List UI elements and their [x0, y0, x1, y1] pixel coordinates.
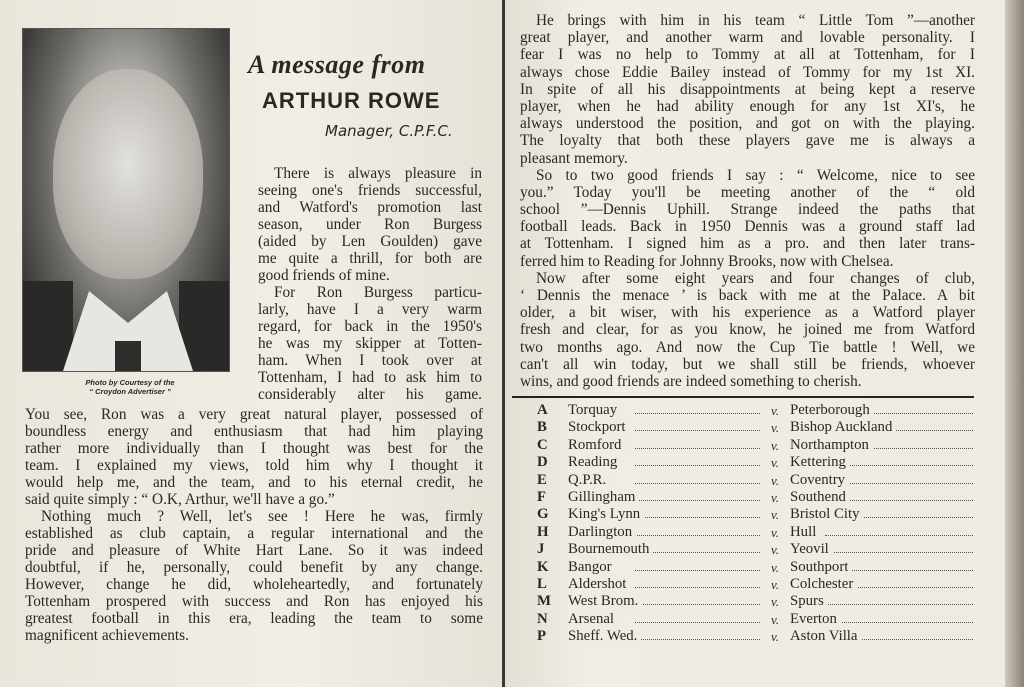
fixture-row: [525, 576, 980, 593]
fixture-letter: G: [537, 506, 549, 523]
text-line: player, when he had ability enough for any 1st XI's, he: [520, 97, 975, 115]
text-line: considerably alter his game.: [258, 386, 482, 403]
versus-label: v.: [771, 420, 780, 436]
photo-face: [53, 69, 203, 279]
text-line: magnificent achievements.: [25, 627, 189, 644]
dotted-leader: [635, 535, 760, 536]
article-column-wide: [25, 406, 483, 644]
away-team: Southend: [790, 489, 850, 506]
text-line: greatest football in this era, leading the team to some: [25, 610, 483, 627]
fixture-letter: B: [537, 419, 547, 436]
away-team: Bishop Auckland: [790, 419, 896, 436]
text-line: The loyalty that both these players gave me is always a: [520, 132, 975, 150]
versus-label: v.: [771, 629, 780, 645]
dotted-leader: [635, 483, 760, 484]
text-line: boundless energy and enthusiasm that had him playing: [25, 423, 483, 440]
dotted-leader: [635, 622, 760, 623]
article-author: ARTHUR ROWE: [262, 88, 441, 113]
article-column-narrow: [258, 165, 482, 403]
text-line: pleasant memory.: [520, 149, 628, 167]
fixture-letter: M: [537, 593, 551, 610]
away-team: Aston Villa: [790, 628, 861, 645]
text-line: always understood the position, and got on with the playing.: [520, 115, 975, 133]
home-team: Reading: [568, 454, 621, 471]
fixture-letter: C: [537, 436, 548, 453]
fixture-row: [525, 524, 980, 541]
dotted-leader: [635, 587, 760, 588]
text-line: wins, and good friends are indeed something to cherish.: [520, 372, 862, 390]
text-line: fresh and clear, for as you know, he joined me from Watford: [520, 321, 975, 339]
text-line: In spite of all his disappointments at being kept a reserve: [520, 80, 975, 98]
versus-label: v.: [771, 403, 780, 418]
versus-label: v.: [771, 507, 780, 523]
versus-label: v.: [771, 559, 780, 575]
text-line: There is always pleasure in: [274, 165, 482, 182]
text-line: For Ron Burgess particu-: [274, 284, 482, 301]
text-line: doubtful, if he, personally, could benefit by any change.: [25, 559, 483, 576]
fixture-row: [525, 402, 980, 419]
text-line: Nothing much ? Well, let's see ! Here he was, firmly: [41, 508, 483, 525]
text-line: me quite a thrill, for both are: [258, 250, 482, 267]
dotted-leader: [635, 500, 760, 501]
caption-line: Photo by Courtesy of the: [85, 378, 175, 387]
text-line: However, change he did, wholeheartedly, and fortunately: [25, 576, 483, 593]
text-line: season, under Ron Burgess: [258, 216, 482, 233]
dotted-leader: [635, 552, 760, 553]
text-line: older, a bit wiser, with his experience as a Watford player: [520, 304, 975, 322]
dotted-leader: [635, 604, 760, 605]
right-page: [505, 0, 1005, 687]
article-title: A message from: [248, 50, 426, 79]
text-line: football leads. Back in 1950 Dennis was a ground staff lad: [520, 218, 975, 236]
text-line: fear I was no help to Tommy at all at Tottenham, for I: [520, 46, 975, 64]
home-team: West Brom.: [568, 593, 642, 610]
text-line: pride and pleasure of White Hart Lane. So it was indeed: [25, 542, 483, 559]
fixture-letter: H: [537, 523, 549, 540]
home-team: Aldershot: [568, 576, 630, 593]
fixture-letter: L: [537, 575, 547, 592]
text-line: great player, and another warm and lovable personality. I: [520, 29, 975, 47]
fixture-letter: F: [537, 488, 547, 505]
versus-label: v.: [771, 542, 780, 558]
fixture-row: [525, 454, 980, 471]
home-team: Arsenal: [568, 611, 618, 628]
text-line: larly, have I a very warm: [258, 301, 482, 318]
versus-label: v.: [771, 437, 780, 453]
text-line: good friends of mine.: [258, 267, 390, 284]
away-team: Hull: [790, 524, 820, 541]
home-team: Bangor: [568, 559, 616, 576]
text-line: ham. When I took over at: [258, 352, 482, 369]
fixture-letter: P: [537, 628, 547, 645]
photo-jacket: [23, 281, 73, 371]
home-team: Darlington: [568, 524, 636, 541]
away-team: Peterborough: [790, 402, 874, 419]
text-line: ferred him to Reading for Johnny Brooks, now with Chelsea.: [520, 252, 894, 270]
dotted-leader: [825, 604, 973, 605]
left-page: [0, 0, 502, 687]
home-team: Stockport: [568, 419, 630, 436]
text-line: you.” Today you'll be meeting another of the “ old: [520, 183, 975, 201]
text-line: school ”—Dennis Uphill. Strange indeed the paths that: [520, 201, 975, 219]
fixture-row: [525, 593, 980, 610]
home-team: Q.P.R.: [568, 472, 610, 489]
photo-tie: [115, 341, 141, 371]
home-team: Sheff. Wed.: [568, 628, 641, 645]
versus-label: v.: [771, 594, 780, 610]
versus-label: v.: [771, 611, 780, 627]
text-line: two months ago. And now the Cup Tie battle ! Well, we: [520, 338, 975, 356]
fixture-row: [525, 611, 980, 628]
text-line: rather more individually than I thought was best for the: [25, 440, 483, 457]
dotted-leader: [635, 639, 760, 640]
fixtures-list: [525, 402, 980, 645]
text-line: Tottenham, I had to ask him to: [258, 369, 482, 386]
home-team: Romford: [568, 437, 625, 454]
text-line: You see, Ron was a very great natural player, possessed of: [25, 406, 483, 423]
fixture-row: [525, 628, 980, 645]
away-team: Bristol City: [790, 506, 863, 523]
away-team: Spurs: [790, 593, 828, 610]
fixture-row: [525, 472, 980, 489]
text-line: (aided by Len Goulden) gave: [258, 233, 482, 250]
home-team: Gillingham: [568, 489, 639, 506]
fixture-row: [525, 506, 980, 523]
text-line: and Watford's promotion last: [258, 199, 482, 216]
dotted-leader: [825, 552, 973, 553]
away-team: Northampton: [790, 437, 873, 454]
text-line: Now after some eight years and four changes of club,: [536, 269, 975, 287]
text-line: Tottenham prospered with success and Ron has enjoyed his: [25, 593, 483, 610]
dotted-leader: [635, 413, 760, 414]
text-line: regard, for back in the 1950's: [258, 318, 482, 335]
versus-label: v.: [771, 576, 780, 592]
dotted-leader: [825, 535, 973, 536]
away-team: Everton: [790, 611, 841, 628]
home-team: Torquay: [568, 402, 621, 419]
versus-label: v.: [771, 524, 780, 540]
versus-label: v.: [771, 455, 780, 471]
article-continuation: [520, 12, 975, 390]
fixture-row: [525, 489, 980, 506]
home-team: King's Lynn: [568, 506, 644, 523]
versus-label: v.: [771, 489, 780, 505]
divider-rule: [512, 396, 974, 398]
author-role: Manager, C.P.F.C.: [325, 122, 453, 140]
home-team: Bournemouth: [568, 541, 653, 558]
text-line: established as club captain, a regular international and the: [25, 525, 483, 542]
fixture-letter: E: [537, 471, 547, 488]
page-edge: [1005, 0, 1024, 687]
text-line: he was my skipper at Totten-: [258, 335, 482, 352]
text-line: at Tottenham. I signed him as a pro. and then later trans-: [520, 235, 975, 253]
text-line: can't all win today, but we shall still be friends, whoever: [520, 355, 975, 373]
dotted-leader: [635, 448, 760, 449]
versus-label: v.: [771, 472, 780, 488]
fixture-row: [525, 437, 980, 454]
away-team: Kettering: [790, 454, 850, 471]
fixture-letter: K: [537, 558, 549, 575]
fixture-letter: J: [537, 541, 545, 558]
text-line: said quite simply : “ O.K, Arthur, we'll have a go.”: [25, 491, 335, 508]
dotted-leader: [635, 570, 760, 571]
fixture-row: [525, 541, 980, 558]
text-line: ‘ Dennis the menace ’ is back with me at the Palace. A bit: [520, 287, 975, 304]
caption-line: “ Croydon Advertiser ”: [89, 387, 171, 396]
fixture-letter: A: [537, 402, 548, 418]
portrait-photo: [22, 28, 230, 372]
fixture-row: [525, 419, 980, 436]
text-line: seeing one's friends successful,: [258, 182, 482, 199]
fixture-letter: N: [537, 610, 548, 627]
away-team: Southport: [790, 559, 852, 576]
fixture-row: [525, 559, 980, 576]
text-line: always chose Eddie Bailey instead of Tommy for my 1st XI.: [520, 63, 975, 81]
dotted-leader: [635, 465, 760, 466]
text-line: would help me, and the team, and to his eternal credit, he: [25, 474, 483, 491]
dotted-leader: [635, 430, 760, 431]
away-team: Colchester: [790, 576, 857, 593]
photo-caption: [60, 378, 200, 396]
fixture-letter: D: [537, 454, 548, 471]
away-team: Yeovil: [790, 541, 833, 558]
text-line: So to two good friends I say : “ Welcome, nice to see: [536, 166, 975, 184]
dotted-leader: [635, 517, 760, 518]
text-line: He brings with him in his team “ Little Tom ”—another: [536, 12, 975, 29]
text-line: team. I explained my views, told him why I thought it: [25, 457, 483, 474]
away-team: Coventry: [790, 472, 849, 489]
dotted-leader: [825, 622, 973, 623]
